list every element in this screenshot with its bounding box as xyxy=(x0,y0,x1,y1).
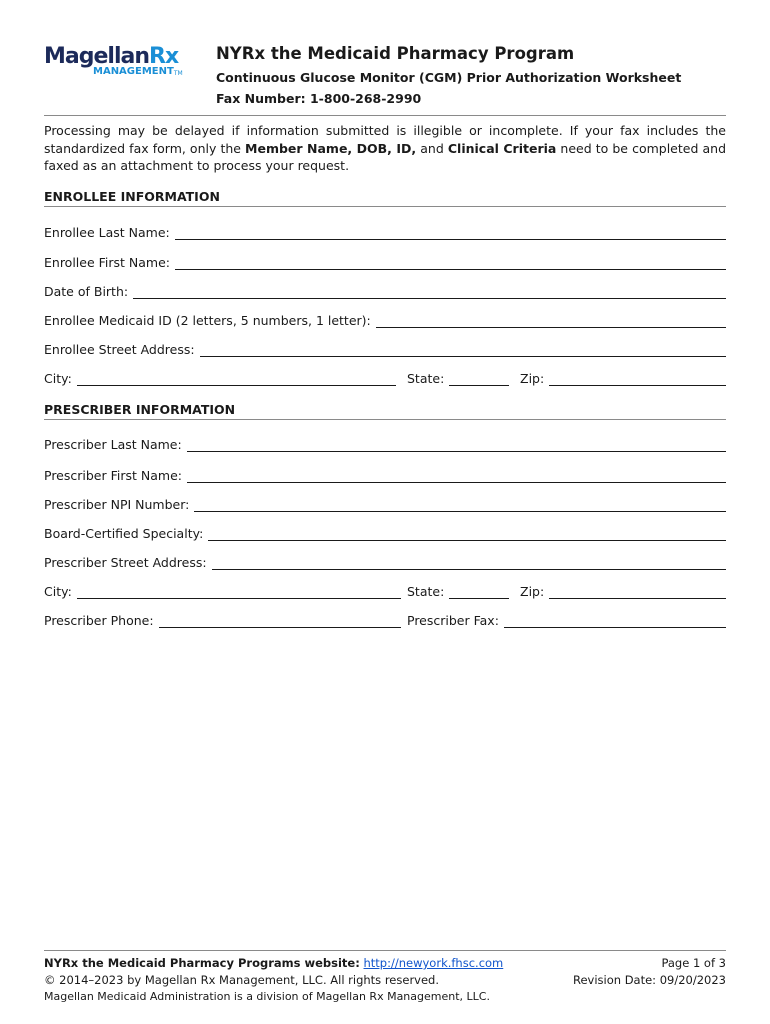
logo-brand-text: Magellan xyxy=(44,44,149,69)
footer-division: Magellan Medicaid Administration is a division of Magellan Rx Management, LLC. xyxy=(44,990,490,1003)
enrollee-last-name-field[interactable] xyxy=(44,222,726,240)
enrollee-street-line[interactable] xyxy=(200,344,726,357)
prescriber-state-line[interactable] xyxy=(449,586,509,599)
document-subtitle: Continuous Glucose Monitor (CGM) Prior Authorization Worksheet xyxy=(216,70,682,85)
board-certified-specialty-field[interactable] xyxy=(44,523,726,541)
enrollee-zip-field[interactable] xyxy=(520,368,726,386)
prescriber-npi-line[interactable] xyxy=(194,499,726,512)
date-of-birth-line[interactable] xyxy=(133,286,726,299)
enrollee-first-name-field[interactable] xyxy=(44,252,726,270)
footer-website-link[interactable]: http://newyork.fhsc.com xyxy=(363,956,504,970)
prescriber-zip-line[interactable] xyxy=(549,586,726,599)
prescriber-state-label: State: xyxy=(407,584,445,599)
prescriber-last-name-field[interactable] xyxy=(44,434,726,452)
prescriber-phone-label: Prescriber Phone: xyxy=(44,613,154,628)
enrollee-street-field[interactable] xyxy=(44,339,726,357)
fax-number: Fax Number: 1-800-268-2990 xyxy=(216,91,422,106)
enrollee-state-line[interactable] xyxy=(449,373,509,386)
enrollee-city-line[interactable] xyxy=(77,373,396,386)
prescriber-city-line[interactable] xyxy=(77,586,401,599)
prescriber-fax-field[interactable] xyxy=(407,610,726,628)
enrollee-state-label: State: xyxy=(407,371,445,386)
enrollee-medicaid-id-field[interactable] xyxy=(44,310,726,328)
header-divider xyxy=(44,115,726,116)
prescriber-fax-line[interactable] xyxy=(504,615,726,628)
board-certified-specialty-label: Board-Certified Specialty: xyxy=(44,526,204,541)
prescriber-first-name-label: Prescriber First Name: xyxy=(44,468,182,483)
prescriber-state-field[interactable] xyxy=(407,581,509,599)
footer-divider xyxy=(44,950,726,951)
intro-paragraph: Processing may be delayed if information submitted is illegible or incomplete. If your fax includes the standardized fax form, only the Member Name, DOB, ID, and Clinical Criteria need to be completed and faxed as an attachment to process your request. xyxy=(44,123,726,173)
prescriber-last-name-label: Prescriber Last Name: xyxy=(44,437,182,452)
board-certified-specialty-line[interactable] xyxy=(208,528,726,541)
prescriber-street-field[interactable] xyxy=(44,552,726,570)
prescriber-city-field[interactable] xyxy=(44,581,401,599)
enrollee-zip-label: Zip: xyxy=(520,371,545,386)
magellan-rx-logo xyxy=(44,46,194,86)
prescriber-first-name-line[interactable] xyxy=(187,470,726,483)
enrollee-section-heading: ENROLLEE INFORMATION xyxy=(44,189,220,204)
date-of-birth-field[interactable] xyxy=(44,281,726,299)
document-title: NYRx the Medicaid Pharmacy Program xyxy=(216,44,575,63)
prescriber-city-label: City: xyxy=(44,584,72,599)
prescriber-npi-field[interactable] xyxy=(44,494,726,512)
enrollee-last-name-label: Enrollee Last Name: xyxy=(44,225,170,240)
prescriber-first-name-field[interactable] xyxy=(44,465,726,483)
date-of-birth-label: Date of Birth: xyxy=(44,284,129,299)
prescriber-phone-field[interactable] xyxy=(44,610,401,628)
footer-copyright: © 2014–2023 by Magellan Rx Management, LLC. All rights reserved. xyxy=(44,973,440,987)
enrollee-first-name-line[interactable] xyxy=(175,257,726,270)
prescriber-street-label: Prescriber Street Address: xyxy=(44,555,207,570)
logo-tm-text: TM xyxy=(173,70,183,77)
logo-rx-text: Rx xyxy=(149,44,179,69)
footer-page-number: Page 1 of 3 xyxy=(661,956,726,970)
prescriber-section-divider xyxy=(44,419,726,420)
prescriber-zip-field[interactable] xyxy=(520,581,726,599)
prescriber-fax-label: Prescriber Fax: xyxy=(407,613,499,628)
enrollee-state-field[interactable] xyxy=(407,368,509,386)
enrollee-first-name-label: Enrollee First Name: xyxy=(44,255,171,270)
footer-website-line xyxy=(44,956,503,970)
enrollee-medicaid-id-label: Enrollee Medicaid ID (2 letters, 5 numbers, 1 letter): xyxy=(44,313,371,328)
enrollee-last-name-line[interactable] xyxy=(175,227,726,240)
enrollee-section-divider xyxy=(44,206,726,207)
footer-website-label: NYRx the Medicaid Pharmacy Programs website: xyxy=(44,956,360,970)
enrollee-city-field[interactable] xyxy=(44,368,396,386)
footer-revision-date: Revision Date: 09/20/2023 xyxy=(572,973,726,987)
prescriber-zip-label: Zip: xyxy=(520,584,545,599)
prescriber-street-line[interactable] xyxy=(212,557,726,570)
prescriber-phone-line[interactable] xyxy=(159,615,401,628)
prescriber-last-name-line[interactable] xyxy=(187,439,726,452)
enrollee-zip-line[interactable] xyxy=(549,373,726,386)
prescriber-npi-label: Prescriber NPI Number: xyxy=(44,497,190,512)
prescriber-section-heading: PRESCRIBER INFORMATION xyxy=(44,402,236,417)
enrollee-city-label: City: xyxy=(44,371,72,386)
enrollee-medicaid-id-line[interactable] xyxy=(376,315,726,328)
logo-sub-text: MANAGEMENT xyxy=(93,66,174,77)
enrollee-street-label: Enrollee Street Address: xyxy=(44,342,195,357)
